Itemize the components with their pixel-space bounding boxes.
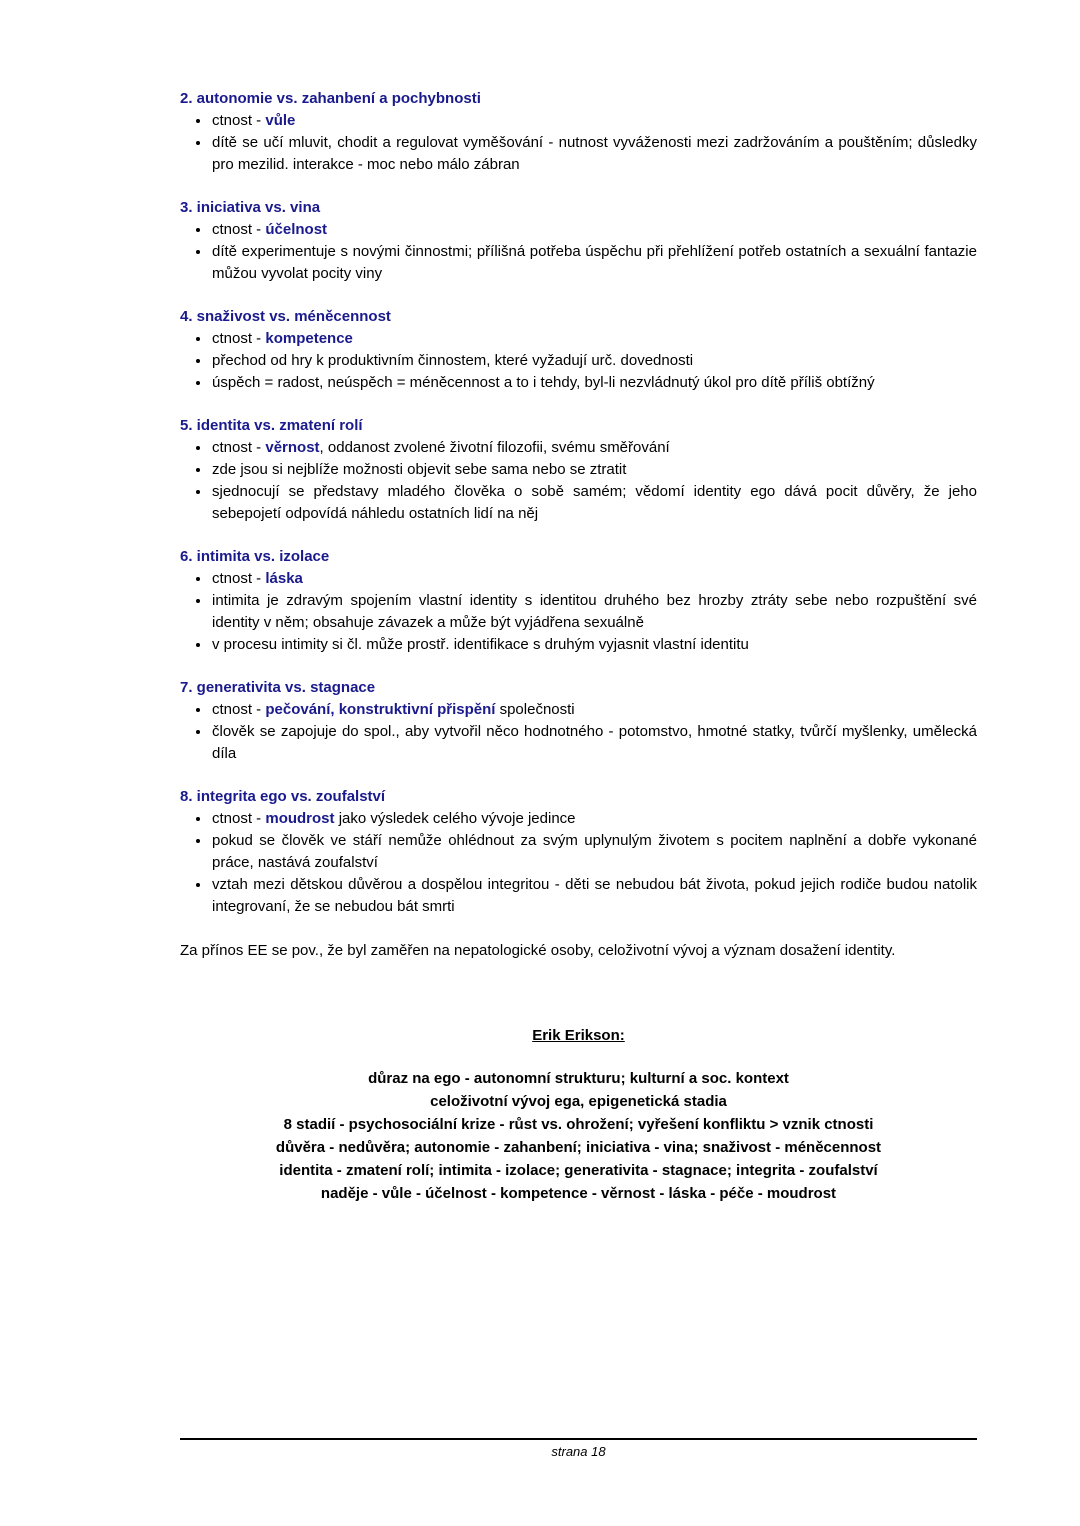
footer-rule (180, 1438, 977, 1440)
summary-block (180, 1025, 977, 1205)
section (180, 88, 977, 176)
bullet-item (211, 459, 977, 481)
bullet-item (211, 590, 977, 634)
summary-line: důvěra - nedůvěra; autonomie - zahanbení; iniciativa - vina; snaživost - méněcennost (275, 1139, 882, 1156)
section-heading: 5. identita vs. zmatení rolí (180, 417, 363, 434)
virtue-term: kompetence (265, 330, 353, 347)
bullet-text: ctnost - (212, 330, 266, 347)
bullet-item (211, 699, 977, 721)
bullet-list (180, 328, 977, 394)
bullet-text: dítě se učí mluvit, chodit a regulovat vyměšování - nutnost vyváženosti mezi zadržováním a pouštěním; důsledky pro mezilid. interakce - moc nebo málo zábran (212, 134, 977, 173)
bullet-list (180, 110, 977, 176)
bullet-text: ctnost - (212, 570, 266, 587)
closing-paragraph: Za přínos EE se pov., že byl zaměřen na nepatologické osoby, celoživotní vývoj a význam dosažení identity. (180, 942, 896, 959)
bullet-text: intimita je zdravým spojením vlastní identity s identitou druhého bez hrozby ztráty sebe nebo rozpuštění své identity v něm; obsahuje závazek a může být vyjádřena sexuálně (212, 592, 977, 631)
section-heading: 6. intimita vs. izolace (180, 548, 330, 565)
summary-line: identita - zmatení rolí; intimita - izolace; generativita - stagnace; integrita - zoufalství (279, 1162, 878, 1179)
bullet-list (180, 808, 977, 918)
bullet-text: zde jsou si nejblíže možnosti objevit sebe sama nebo se ztratit (212, 461, 627, 478)
virtue-term: účelnost (265, 221, 328, 238)
bullet-text: , oddanost zvolené životní filozofii, svému směřování (319, 439, 670, 456)
bullet-list (180, 699, 977, 765)
virtue-term: vůle (265, 112, 296, 129)
bullet-item (211, 808, 977, 830)
bullet-text: ctnost - (212, 221, 266, 238)
summary-line: důraz na ego - autonomní strukturu; kulturní a soc. kontext (368, 1070, 789, 1087)
section (180, 546, 977, 656)
summary-line: naděje - vůle - účelnost - kompetence - věrnost - láska - péče - moudrost (320, 1185, 837, 1202)
section (180, 306, 977, 394)
section-heading: 4. snaživost vs. méněcennost (180, 308, 391, 325)
bullet-text: úspěch = radost, neúspěch = méněcennost a to i tehdy, byl-li nezvládnutý úkol pro dítě příliš obtížný (212, 374, 875, 391)
page-number: strana 18 (551, 1444, 606, 1459)
bullet-list (180, 568, 977, 656)
bullet-list (180, 219, 977, 285)
summary-title: Erik Erikson: (532, 1027, 625, 1044)
bullet-item (211, 372, 977, 394)
bullet-list (180, 437, 977, 525)
summary-lines (180, 1067, 977, 1205)
bullet-item (211, 110, 977, 132)
bullet-item (211, 634, 977, 656)
bullet-item (211, 568, 977, 590)
bullet-text: pokud se člověk ve stáří nemůže ohlédnout za svým uplynulým životem s pocitem naplnění a dobře vykonané práce, nastává zoufalství (212, 832, 977, 871)
bullet-text: společnosti (495, 701, 575, 718)
section (180, 677, 977, 765)
section-heading: 3. iniciativa vs. vina (180, 199, 321, 216)
bullet-item (211, 350, 977, 372)
virtue-term: pečování, konstruktivní přispění (265, 701, 496, 718)
bullet-item (211, 721, 977, 765)
bullet-text: dítě experimentuje s novými činnostmi; přílišná potřeba úspěchu při přehlížení potřeb ostatních a sexuální fantazie můžou vyvolat pocity viny (212, 243, 977, 282)
summary-line: celoživotní vývoj ega, epigenetická stadia (430, 1093, 727, 1110)
bullet-text: ctnost - (212, 439, 266, 456)
section-heading: 2. autonomie vs. zahanbení a pochybnosti (180, 90, 481, 107)
bullet-item (211, 874, 977, 918)
section (180, 415, 977, 525)
bullet-item (211, 437, 977, 459)
bullet-text: ctnost - (212, 112, 266, 129)
bullet-item (211, 132, 977, 176)
sections-container (180, 88, 977, 918)
summary-line: 8 stadií - psychosociální krize - růst vs. ohrožení; vyřešení konfliktu > vznik ctnosti (283, 1116, 874, 1133)
bullet-text: člověk se zapojuje do spol., aby vytvořil něco hodnotného - potomstvo, hmotné statky, tvůrčí myšlenky, umělecká díla (212, 723, 977, 762)
virtue-term: moudrost (265, 810, 335, 827)
document-content (180, 88, 977, 1205)
bullet-text: ctnost - (212, 701, 266, 718)
bullet-item (211, 830, 977, 874)
bullet-text: přechod od hry k produktivním činnostem, které vyžadují urč. dovednosti (212, 352, 694, 369)
bullet-text: vztah mezi dětskou důvěrou a dospělou integritou - děti se nebudou bát života, pokud jejich rodiče budou natolik integrovaní, že se nebudou bát smrti (212, 876, 977, 915)
bullet-item (211, 219, 977, 241)
section (180, 197, 977, 285)
section-heading: 7. generativita vs. stagnace (180, 679, 376, 696)
bullet-text: sjednocují se představy mladého člověka o sobě samém; vědomí identity ego dává pocit důvěry, že jeho sebepojetí odpovídá náhledu ostatních lidí na něj (212, 483, 977, 522)
bullet-text: jako výsledek celého vývoje jedince (334, 810, 576, 827)
bullet-text: v procesu intimity si čl. může prostř. identifikace s druhým vyjasnit vlastní identitu (212, 636, 749, 653)
page-footer (180, 1438, 977, 1460)
section (180, 786, 977, 918)
section-heading: 8. integrita ego vs. zoufalství (180, 788, 386, 805)
virtue-term: věrnost (265, 439, 320, 456)
bullet-item (211, 328, 977, 350)
bullet-item (211, 241, 977, 285)
bullet-item (211, 481, 977, 525)
virtue-term: láska (265, 570, 303, 587)
bullet-text: ctnost - (212, 810, 266, 827)
